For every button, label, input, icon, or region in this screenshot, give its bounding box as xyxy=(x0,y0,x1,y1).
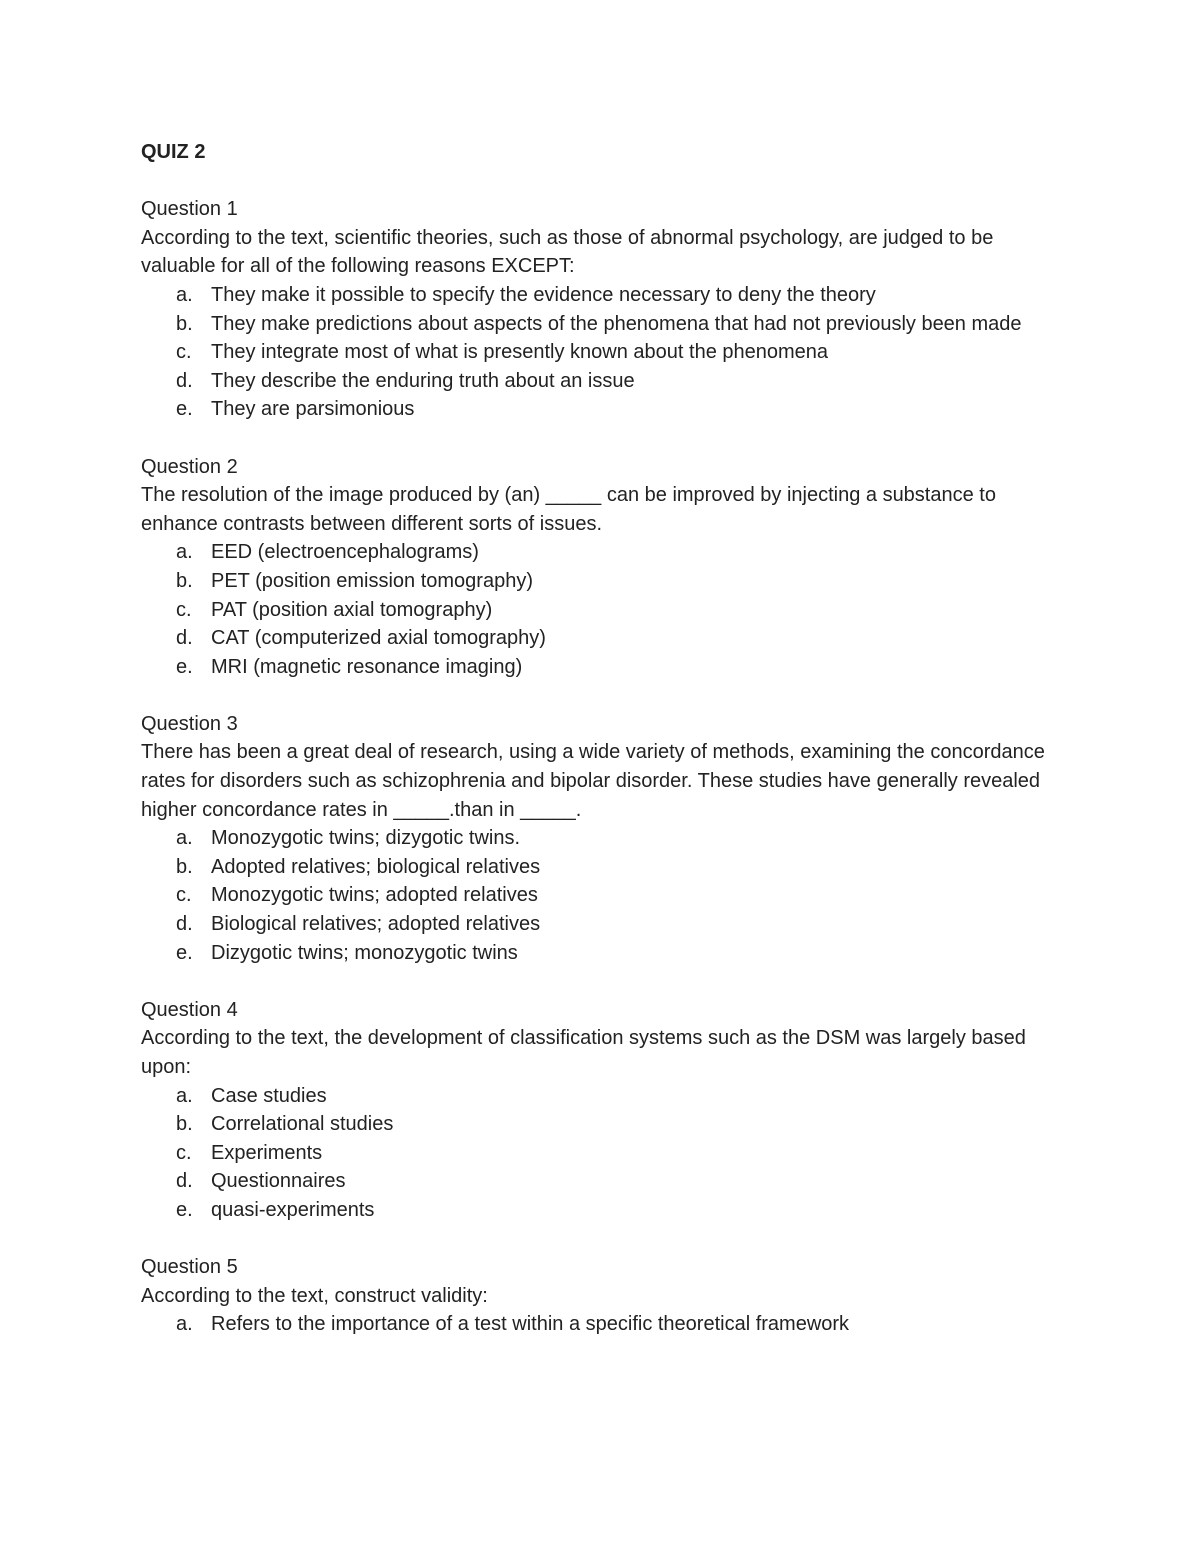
option-text: Questionnaires xyxy=(211,1170,346,1193)
option-letter: c. xyxy=(176,884,192,907)
answer-option-a xyxy=(141,281,1051,310)
option-letter: c. xyxy=(176,1141,192,1164)
answer-option-e xyxy=(141,395,1051,424)
option-text: quasi-experiments xyxy=(211,1198,375,1221)
answer-option-a xyxy=(141,1082,1051,1111)
answer-option-b xyxy=(141,853,1051,882)
option-text: Experiments xyxy=(211,1141,323,1164)
answer-option-a xyxy=(141,824,1051,853)
option-letter: b. xyxy=(176,1113,193,1136)
option-text: They make it possible to specify the evidence necessary to deny the theory xyxy=(211,283,876,306)
quiz-title: QUIZ 2 xyxy=(141,141,206,163)
option-letter: c. xyxy=(176,598,192,621)
answer-option-d xyxy=(141,367,1051,396)
answer-option-c xyxy=(141,881,1051,910)
option-letter: a. xyxy=(176,541,193,564)
question-heading: Question 3 xyxy=(141,712,238,735)
option-letter: d. xyxy=(176,627,193,650)
answer-options xyxy=(141,538,1051,681)
question-heading: Question 5 xyxy=(141,1256,238,1279)
answer-option-e xyxy=(141,1196,1051,1225)
option-text: They are parsimonious xyxy=(211,398,415,421)
answer-option-e xyxy=(141,653,1051,682)
question-5 xyxy=(141,1253,1051,1339)
question-text: According to the text, scientific theories, such as those of abnormal psychology, are judged to be valuable for all of the following reasons EXCEPT: xyxy=(141,226,994,278)
answer-options xyxy=(141,824,1051,967)
option-letter: a. xyxy=(176,1084,193,1107)
answer-options xyxy=(141,1082,1051,1225)
option-text: Monozygotic twins; dizygotic twins. xyxy=(211,827,521,850)
option-text: Adopted relatives; biological relatives xyxy=(211,855,541,878)
answer-option-b xyxy=(141,310,1051,339)
answer-option-a xyxy=(141,538,1051,567)
option-text: Case studies xyxy=(211,1084,327,1107)
answer-option-c xyxy=(141,596,1051,625)
option-letter: b. xyxy=(176,569,193,592)
option-text: CAT (computerized axial tomography) xyxy=(211,627,546,650)
answer-option-c xyxy=(141,338,1051,367)
answer-option-d xyxy=(141,1167,1051,1196)
option-letter: b. xyxy=(176,855,193,878)
answer-options xyxy=(141,281,1051,424)
option-letter: e. xyxy=(176,941,193,964)
option-text: Biological relatives; adopted relatives xyxy=(211,913,541,936)
question-text: According to the text, construct validity: xyxy=(141,1284,488,1307)
question-text: There has been a great deal of research, using a wide variety of methods, examining the concordance rates for disorders such as schizophrenia and bipolar disorder. These studies have generally revealed higher concordance rates in _____.than in _____. xyxy=(141,741,1045,821)
question-heading: Question 4 xyxy=(141,998,238,1021)
option-letter: a. xyxy=(176,827,193,850)
option-text: Refers to the importance of a test within a specific theoretical framework xyxy=(211,1313,850,1336)
question-1 xyxy=(141,195,1051,424)
answer-option-a xyxy=(141,1310,1051,1339)
option-text: Dizygotic twins; monozygotic twins xyxy=(211,941,518,964)
option-text: PET (position emission tomography) xyxy=(211,569,533,592)
option-text: They make predictions about aspects of the phenomena that had not previously been made xyxy=(211,312,1022,335)
option-letter: e. xyxy=(176,398,193,421)
question-heading: Question 1 xyxy=(141,198,238,221)
answer-option-d xyxy=(141,624,1051,653)
answer-option-c xyxy=(141,1139,1051,1168)
option-text: Monozygotic twins; adopted relatives xyxy=(211,884,538,907)
option-text: They integrate most of what is presently known about the phenomena xyxy=(211,341,829,364)
option-letter: b. xyxy=(176,312,193,335)
answer-option-b xyxy=(141,567,1051,596)
question-text: According to the text, the development of classification systems such as the DSM was largely based upon: xyxy=(141,1027,1026,1078)
option-letter: a. xyxy=(176,1313,193,1336)
question-4 xyxy=(141,996,1051,1225)
option-text: Correlational studies xyxy=(211,1113,394,1136)
option-letter: e. xyxy=(176,655,193,678)
option-letter: d. xyxy=(176,913,193,936)
answer-options xyxy=(141,1310,1051,1339)
document-page xyxy=(141,138,1051,1368)
question-heading: Question 2 xyxy=(141,455,238,478)
option-letter: e. xyxy=(176,1198,193,1221)
option-text: They describe the enduring truth about an issue xyxy=(211,369,635,392)
option-letter: a. xyxy=(176,283,193,306)
answer-option-e xyxy=(141,939,1051,968)
question-2 xyxy=(141,453,1051,682)
answer-option-b xyxy=(141,1110,1051,1139)
option-letter: c. xyxy=(176,341,192,364)
option-text: PAT (position axial tomography) xyxy=(211,598,493,621)
question-3 xyxy=(141,710,1051,967)
option-letter: d. xyxy=(176,369,193,392)
question-text: The resolution of the image produced by (an) _____ can be improved by injecting a substance to enhance contrasts between different sorts of issues. xyxy=(141,484,996,535)
option-text: EED (electroencephalograms) xyxy=(211,541,479,564)
option-letter: d. xyxy=(176,1170,193,1193)
option-text: MRI (magnetic resonance imaging) xyxy=(211,655,523,678)
answer-option-d xyxy=(141,910,1051,939)
